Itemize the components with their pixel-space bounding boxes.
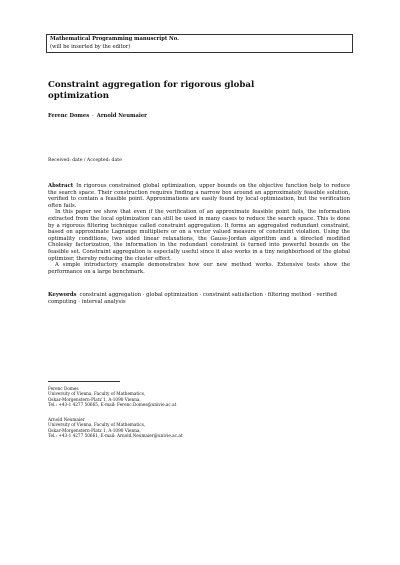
- affiliation-line: Arnold Neumaier: [48, 417, 85, 422]
- affiliation-neumaier: [48, 417, 248, 439]
- abstract-paragraph: A simple introductory example demonstrates how our new method works. Extensive tests show the performance on a large benchmark.: [48, 262, 350, 275]
- abstract: [48, 183, 350, 275]
- abstract-label: Abstract: [48, 183, 74, 189]
- author-separator: ·: [92, 113, 94, 119]
- affiliation-line: University of Vienna, Faculty of Mathematics,: [48, 422, 146, 428]
- affiliation-line: Tel.: +43-1 4277 50661, E-mail: Arnold.Neumaier@univie.ac.at: [48, 433, 183, 439]
- author-list: [48, 113, 147, 119]
- abstract-paragraph: [48, 183, 350, 209]
- editor-note: (will be inserted by the editor): [50, 43, 131, 50]
- abstract-text: In rigorous constrained global optimization, upper bounds on the objective function help to reduce the search space. Their construction requires finding a narrow box around an approximately feasible solution, verified to contain a feasible point. Approximations are easily found by local optimization, but the verification often fails.: [48, 183, 350, 209]
- keywords-text: constraint aggregation · global optimization · constraint satisfaction · filtering method · verified computing · interval analysis: [48, 292, 337, 305]
- affiliation-line: Tel.: +43-1 4277 50665, E-mail: Ferenc.Domes@univie.ac.at: [48, 402, 177, 408]
- affiliation-line: University of Vienna, Faculty of Mathematics,: [48, 391, 146, 397]
- affiliation-line: Oskar-Morgenstern-Platz 1, A-1090 Vienna,: [48, 396, 141, 402]
- paper-title: Constraint aggregation for rigorous global optimization: [48, 80, 255, 101]
- affiliation-line: Ferenc Domes: [48, 386, 79, 391]
- affiliation-line: Oskar-Morgenstern-Platz 1, A-1090 Vienna,: [48, 427, 141, 433]
- keywords-label: Keywords: [48, 292, 77, 298]
- received-date: Received: date / Accepted: date: [48, 158, 122, 163]
- author-name: Arnold Neumaier: [96, 113, 147, 119]
- footnote-rule: [48, 381, 120, 382]
- manuscript-header-box: [46, 34, 353, 53]
- journal-line: Mathematical Programming manuscript No.: [50, 36, 179, 42]
- abstract-paragraph: In this paper we show that even if the verification of an approximate feasible point fails, the information extracted from the local optimization can still be used in many cases to reduce the search space. This is done by a rigorous filtering technique called constraint aggregation. It forms an aggregated redundant constraint, based on approximate Lagrange multipliers or on a vector valued measure of constraint violation. Using the optimality conditions, two sided linear relaxations, the Gauss-Jordan algorithm and a directed modified Cholesky factorization, the information in the redundant constraint is turned into powerful bounds on the feasible set. Constraint aggregation is especially useful since it also works in a tiny neighborhood of the global optimizer, thereby reducing the cluster effect.: [48, 209, 350, 262]
- affiliation-domes: [48, 386, 248, 408]
- author-name: Ferenc Domes: [48, 113, 90, 119]
- keywords: [48, 292, 350, 305]
